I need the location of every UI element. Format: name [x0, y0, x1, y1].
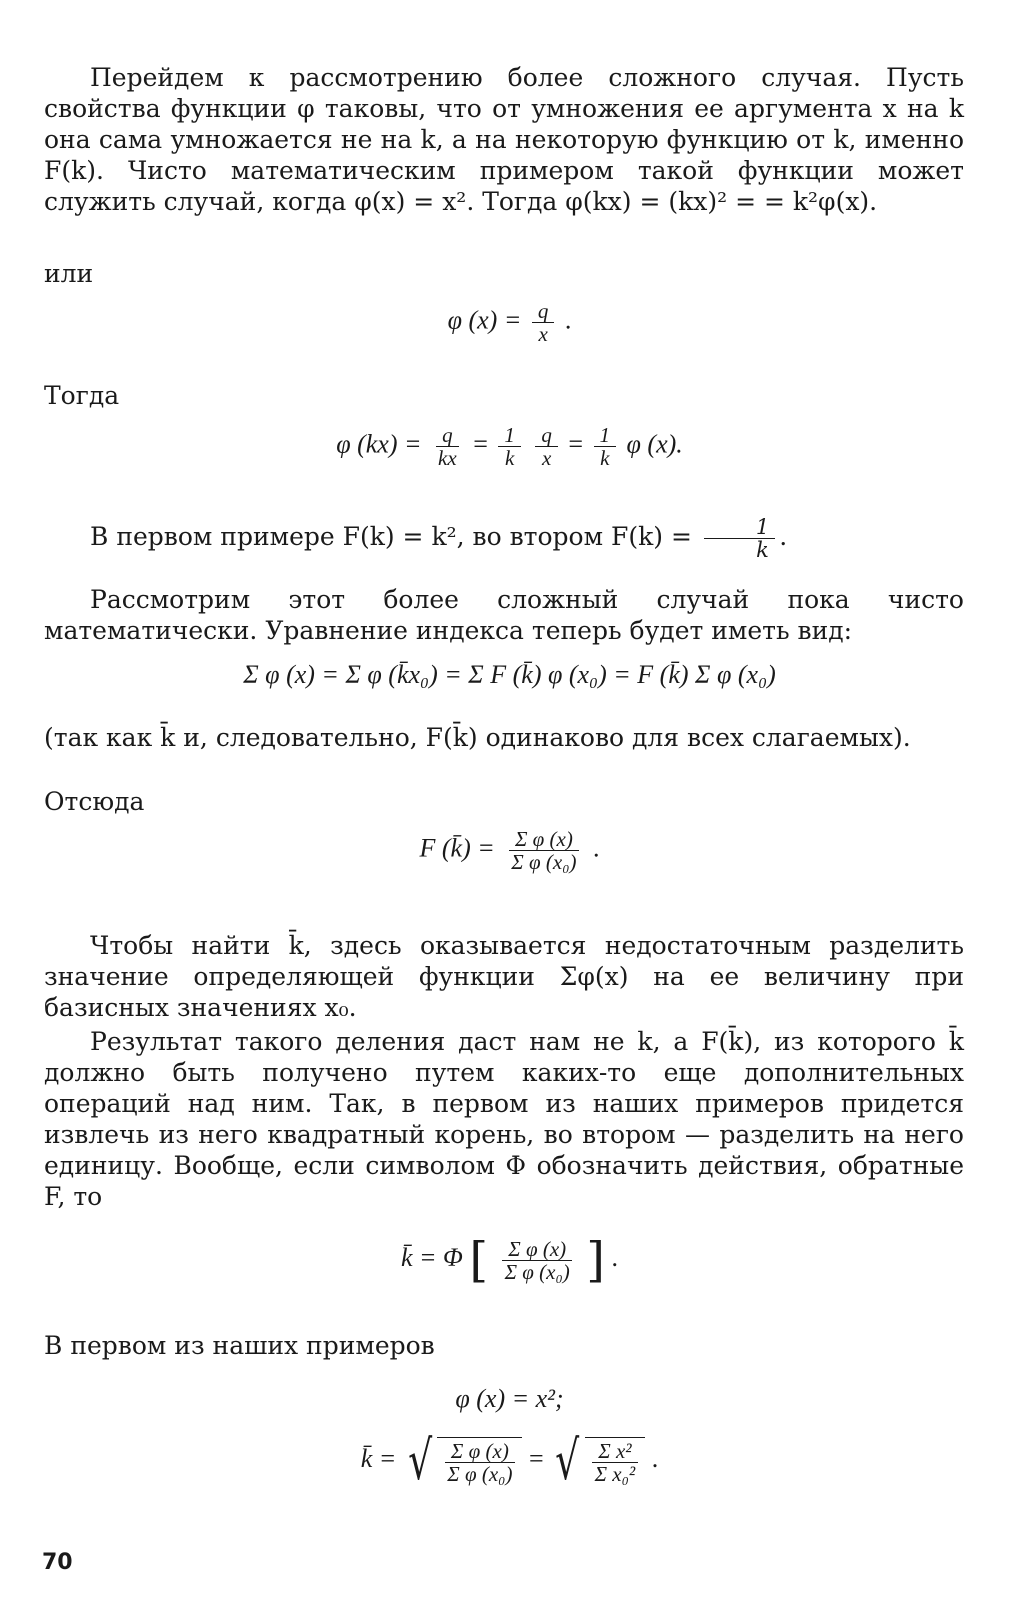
label-otsyuda: Отсюда	[44, 787, 145, 816]
eq2-lhs: φ (kx) =	[336, 429, 422, 459]
eq7-root-2	[550, 1429, 645, 1492]
eq1-numerator: q	[532, 300, 555, 323]
page-number: 70	[42, 1550, 73, 1575]
equation-phi-q-over-x	[0, 300, 1019, 345]
equation-kbar-root	[0, 1429, 1019, 1492]
paragraph-since: (так как k̄ и, следовательно, F(k̄) одинаково для всех слагаемых).	[44, 723, 911, 752]
eq4-numerator: Σ φ (x)	[509, 828, 579, 851]
label-ili: или	[44, 259, 94, 288]
radical-sign-icon: √	[408, 1429, 433, 1492]
eq5-tail: .	[611, 1242, 619, 1272]
equation-phi-x-squared: φ (x) = x²;	[455, 1384, 564, 1413]
eq7-f2-num: Σ x²	[592, 1440, 637, 1463]
eq2-fraction-2	[498, 424, 521, 469]
eq1-lhs: φ (x) =	[447, 305, 522, 335]
eq7-tail: .	[651, 1443, 659, 1473]
eq2-f4-num: 1	[594, 424, 617, 447]
eq4-fraction	[505, 828, 582, 873]
paragraph-intro: Перейдем к рассмотрению более сложного случая. Пусть свойства функции φ таковы, что от умножения ее аргумента x на k она сама умножается не на k, а на некоторую функцию от k, именно F(k). Чисто математическим примером такой функции может служить случай, когда φ(x) = x². Тогда φ(kx) = (kx)² = = k²φ(x).	[44, 63, 964, 216]
eq2-fraction-1	[432, 424, 463, 469]
equation-index-sum: Σ φ (x) = Σ φ (k̄x₀) = Σ F (k̄) φ (x₀) = F (k̄) Σ φ (x₀)	[243, 660, 776, 689]
paragraph-result: Результат такого деления даст нам не k, а F(k̄), из которого k̄ должно быть получено путем каких-то еще дополнительных операций над ним. Так, в первом из наших примеров придется извлечь из него квадратный корень, во втором — разделить на него единицу. Вообще, если символом Φ обозначить действия, обратные F, то	[44, 1027, 964, 1211]
eq7-equals: =	[528, 1443, 544, 1473]
eq2-f4-den: k	[600, 446, 610, 470]
eq2-f3-den: x	[541, 446, 552, 470]
eq5-left-bracket: [	[469, 1232, 489, 1288]
equation-F-kbar	[0, 828, 1019, 873]
eq1-tail: .	[564, 305, 572, 335]
eq2-tail: φ (x).	[626, 429, 683, 459]
paragraph-to-find: Чтобы найти k̄, здесь оказывается недостаточным разделить значение определяющей функции Σφ(x) на ее величину при базисных значениях x₀.	[44, 931, 964, 1022]
eq4-lhs: F (k̄) =	[419, 833, 495, 863]
label-first-example: В первом из наших примеров	[44, 1331, 435, 1360]
eq2-f3-num: q	[535, 424, 558, 447]
eq5-right-bracket: ]	[586, 1232, 606, 1288]
eq5-denominator: Σ φ (x₀)	[504, 1259, 570, 1284]
paragraph-examples-fraction	[704, 516, 775, 561]
paragraph-examples	[44, 516, 964, 561]
eq5-numerator: Σ φ (x)	[502, 1238, 572, 1261]
eq7-root-2-content	[585, 1437, 646, 1485]
eq4-denominator: Σ φ (x₀)	[511, 850, 577, 874]
eq7-fraction-1	[441, 1440, 518, 1485]
eq4-tail: .	[593, 833, 600, 863]
paragraph-examples-frac-num: 1	[704, 516, 775, 539]
eq7-f2-den: Σ x₀²	[594, 1462, 636, 1486]
equation-kbar-Phi	[0, 1232, 1019, 1288]
equation-phi-kx	[0, 424, 1019, 469]
eq7-lhs: k̄ =	[360, 1443, 397, 1473]
paragraph-examples-tail: .	[779, 522, 788, 551]
eq7-root-1	[403, 1429, 523, 1492]
paragraph-consider: Рассмотрим этот более сложный случай пока чисто математически. Уравнение индекса теперь будет иметь вид:	[44, 585, 964, 645]
eq2-f1-num: q	[436, 424, 459, 447]
eq7-fraction-2	[589, 1440, 642, 1485]
eq7-f1-den: Σ φ (x₀)	[447, 1462, 513, 1486]
paragraph-examples-text: В первом примере F(k) = k², во втором F(k) =	[90, 522, 692, 551]
eq2-equals-2: =	[568, 429, 584, 459]
eq2-equals-1: =	[473, 429, 488, 459]
eq7-root-1-content	[437, 1437, 522, 1485]
eq2-f2-num: 1	[498, 424, 521, 447]
eq2-fraction-4	[594, 424, 617, 469]
eq1-denominator: x	[538, 322, 548, 346]
radical-sign-icon: √	[555, 1429, 580, 1492]
eq2-f2-den: k	[504, 446, 515, 470]
paragraph-examples-frac-den: k	[756, 538, 769, 562]
eq5-fraction	[499, 1238, 576, 1283]
eq1-fraction	[532, 300, 555, 345]
eq2-f1-den: kx	[438, 446, 457, 470]
eq2-fraction-3	[535, 424, 558, 469]
eq7-f1-num: Σ φ (x)	[445, 1440, 515, 1463]
label-togda: Тогда	[44, 381, 120, 410]
eq5-lhs: k̄ = Φ	[400, 1242, 463, 1272]
